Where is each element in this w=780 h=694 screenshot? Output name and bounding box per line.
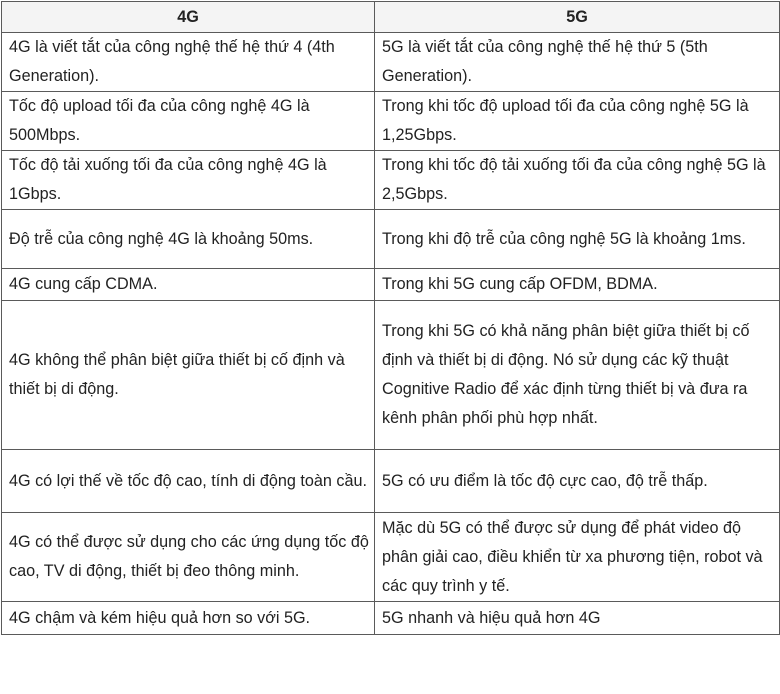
table-row [2,450,780,513]
column-header-5g: 5G [375,2,780,33]
table-row [2,151,780,210]
cell-5g: Trong khi 5G cung cấp OFDM, BDMA. [375,269,780,301]
table-row [2,92,780,151]
table-row [2,301,780,450]
cell-5g: Trong khi tốc độ upload tối đa của công nghệ 5G là 1,25Gbps. [375,92,780,151]
cell-5g: 5G là viết tắt của công nghệ thế hệ thứ 5 (5th Generation). [375,33,780,92]
table-row [2,210,780,269]
table-row [2,33,780,92]
cell-4g: Tốc độ tải xuống tối đa của công nghệ 4G là 1Gbps. [2,151,375,210]
table-row [2,513,780,602]
cell-4g: Độ trễ của công nghệ 4G là khoảng 50ms. [2,210,375,269]
cell-4g: 4G cung cấp CDMA. [2,269,375,301]
table-row [2,269,780,301]
cell-5g: 5G có ưu điểm là tốc độ cực cao, độ trễ thấp. [375,450,780,513]
cell-4g: 4G có lợi thế về tốc độ cao, tính di động toàn cầu. [2,450,375,513]
column-header-4g: 4G [2,2,375,33]
cell-5g: 5G nhanh và hiệu quả hơn 4G [375,602,780,635]
cell-4g: 4G chậm và kém hiệu quả hơn so với 5G. [2,602,375,635]
cell-5g: Trong khi tốc độ tải xuống tối đa của công nghệ 5G là 2,5Gbps. [375,151,780,210]
cell-4g: Tốc độ upload tối đa của công nghệ 4G là 500Mbps. [2,92,375,151]
table-row [2,602,780,635]
cell-4g: 4G là viết tắt của công nghệ thế hệ thứ 4 (4th Generation). [2,33,375,92]
cell-4g: 4G có thể được sử dụng cho các ứng dụng tốc độ cao, TV di động, thiết bị đeo thông minh. [2,513,375,602]
comparison-table [1,1,780,635]
cell-4g: 4G không thể phân biệt giữa thiết bị cố định và thiết bị di động. [2,301,375,450]
table-header-row [2,2,780,33]
cell-5g: Trong khi độ trễ của công nghệ 5G là khoảng 1ms. [375,210,780,269]
cell-5g: Mặc dù 5G có thể được sử dụng để phát video độ phân giải cao, điều khiển từ xa phương tiện, robot và các quy trình y tế. [375,513,780,602]
cell-5g: Trong khi 5G có khả năng phân biệt giữa thiết bị cố định và thiết bị di động. Nó sử dụng các kỹ thuật Cognitive Radio để xác định từng thiết bị và đưa ra kênh phân phối phù hợp nhất. [375,301,780,450]
